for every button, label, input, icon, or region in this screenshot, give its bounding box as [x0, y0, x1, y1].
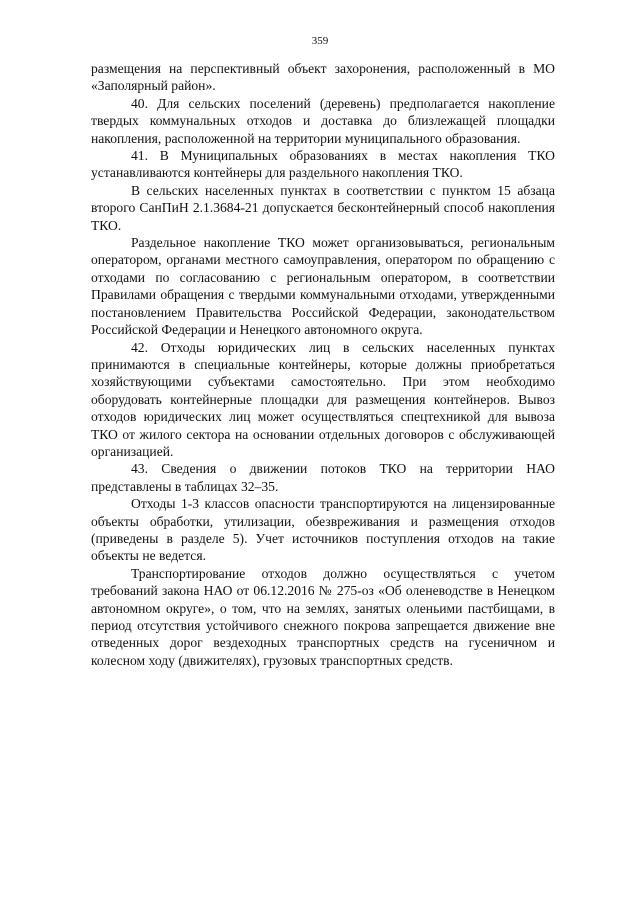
paragraph-continuation: размещения на перспективный объект захоронения, расположенный в МО «Заполярный район». — [91, 61, 555, 94]
paragraph-item-43: 43. Сведения о движении потоков ТКО на территории НАО представлены в таблицах 32–35. — [91, 461, 555, 494]
paragraph-item-42: 42. Отходы юридических лиц в сельских населенных пунктах принимаются в специальные контейнеры, которые должны приобретаться хозяйствующими субъектами самостоятельно. При этом необходимо оборудовать контейнерные площадки для размещения контейнеров. Вывоз отходов юридических лиц может осуществляться спецтехникой для вывоза ТКО от жилого сектора на основании отдельных договоров с обслуживающей организацией. — [91, 339, 555, 459]
paragraph-transport-requirements: Транспортирование отходов должно осуществляться с учетом требований закона НАО от 06.12.2016 № 275-оз «Об оленеводстве в Ненецком автономном округе», о том, что на землях, занятых оленьими пастбищами, в период отсутствия устойчивого снежного покрова запрещается движение вне отведенных дорог вездеходных транспортных средств на гусеничном и колесном ходу (движителях), грузовых транспортных средств. — [91, 565, 555, 668]
paragraph-rural-containerless: В сельских населенных пунктах в соответствии с пунктом 15 абзаца второго СанПиН 2.1.3684-21 допускается бесконтейнерный способ накопления ТКО. — [91, 182, 555, 233]
body-text — [91, 60, 555, 669]
paragraph-item-40: 40. Для сельских поселений (деревень) предполагается накопление твердых коммунальных отходов и доставка до близлежащей площадки накопления, расположенной на территории муниципального образования. — [91, 95, 555, 146]
page-number: 359 — [311, 35, 329, 47]
paragraph-separate-collection: Раздельное накопление ТКО может организовываться, региональным оператором, органами местного самоуправления, оператором по обращению с отходами по согласованию с региональным оператором, в соответствии Правилами обращения с твердыми коммунальными отходами, утвержденными постановлением Правительства Российской Федерации, законодательством Российской Федерации и Ненецкого автономного округа. — [91, 235, 555, 338]
paragraph-hazard-classes: Отходы 1-3 классов опасности транспортируются на лицензированные объекты обработки, утилизации, обезвреживания и размещения отходов (приведены в разделе 5). Учет источников поступления отходов на такие объекты не ведется. — [91, 496, 555, 564]
paragraph-item-41: 41. В Муниципальных образованиях в местах накопления ТКО устанавливаются контейнеры для раздельного накопления ТКО. — [91, 148, 555, 181]
